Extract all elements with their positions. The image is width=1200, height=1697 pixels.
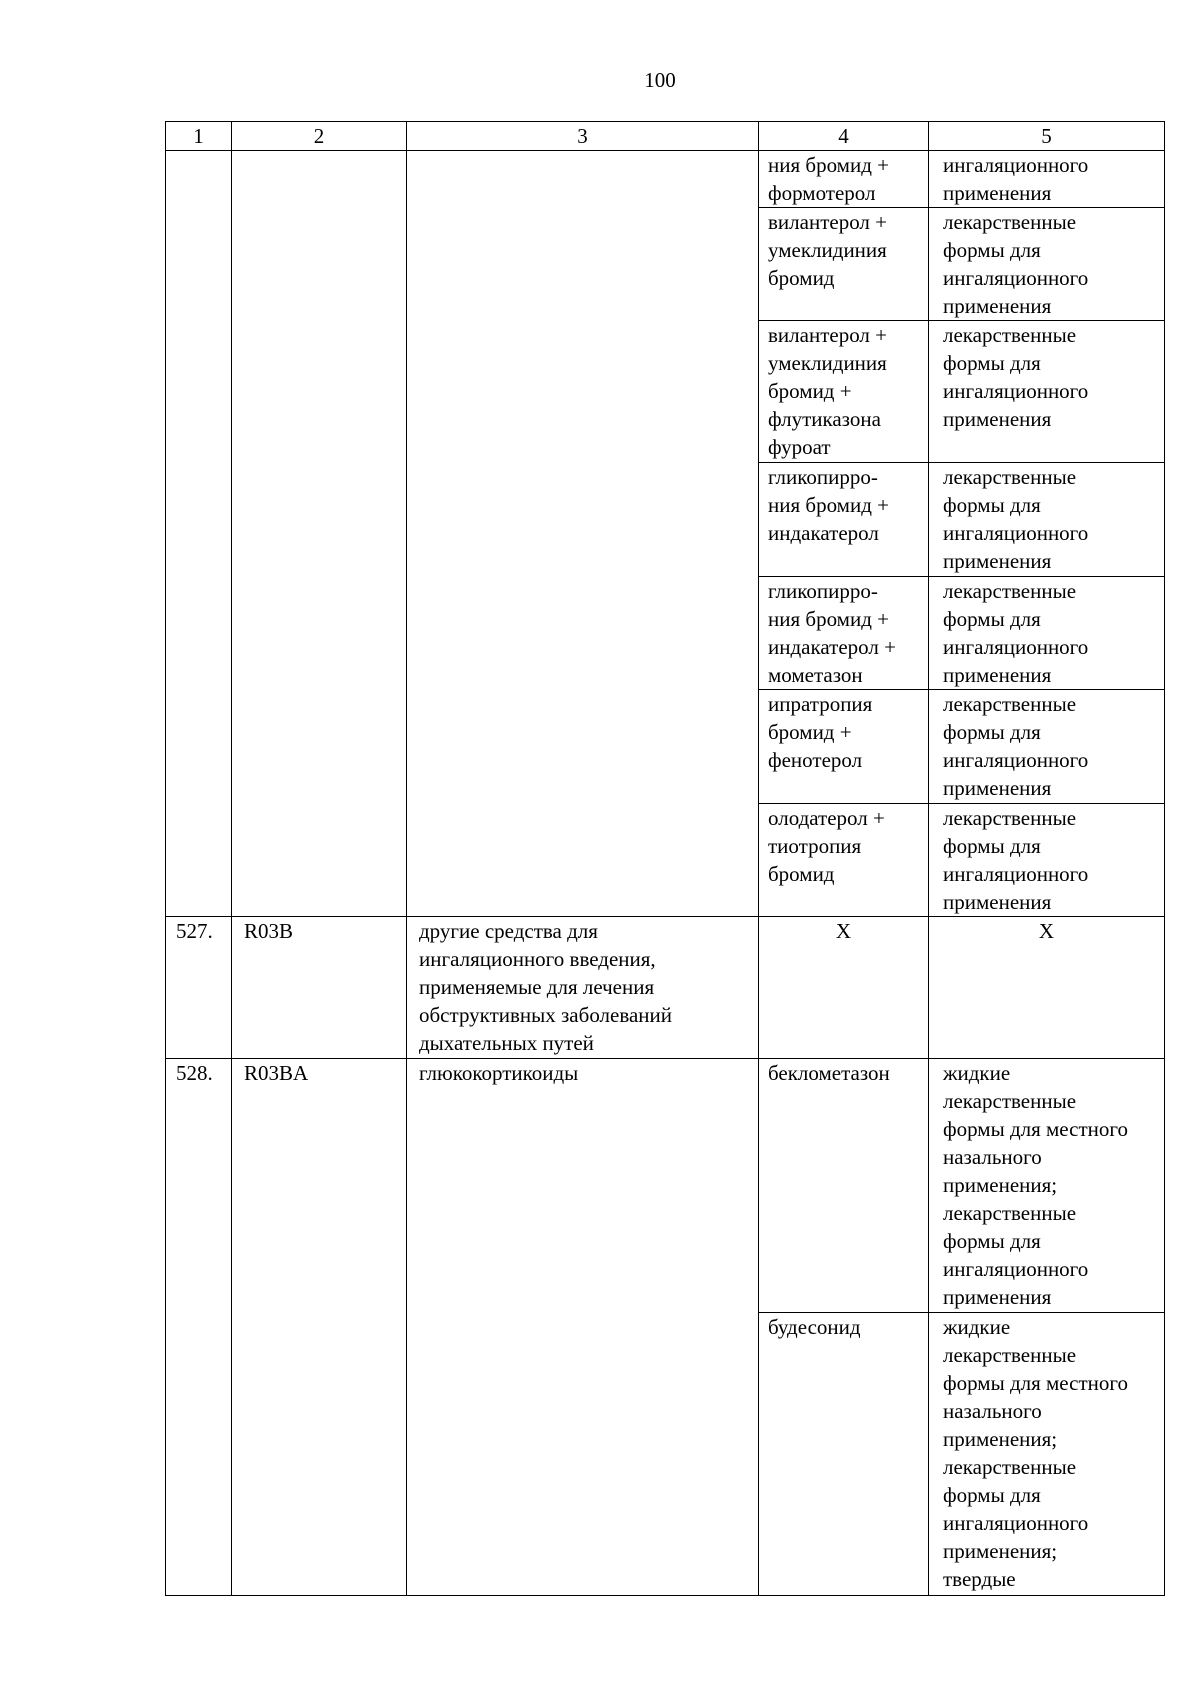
dosage-form-cell: X [929,917,1165,1059]
substance-cell: ния бромид + формотерол [759,151,929,208]
row-number: 528. [166,1059,232,1596]
page-number: 100 [644,68,676,92]
table-row [166,917,1165,1059]
substance-cell: ипратропия бромид + фенотерол [759,690,929,804]
row-number: 527. [166,917,232,1059]
column-header: 3 [407,122,759,151]
substance-cell: гликопирро- ния бромид + индакатерол + мометазон [759,577,929,690]
atc-code: R03B [232,917,407,1059]
substance-cell: будесонид [759,1313,929,1596]
dosage-form-cell: лекарственные формы для ингаляционного применения [929,321,1165,463]
dosage-form-cell: лекарственные формы для ингаляционного применения [929,463,1165,577]
substance-cell: вилантерол + умеклидиния бромид [759,208,929,321]
table-row [166,1059,1165,1313]
group-name: глюкокортикоиды [407,1059,759,1596]
column-header: 4 [759,122,929,151]
dosage-form-cell: лекарственные формы для ингаляционного применения [929,804,1165,917]
dosage-form-cell: жидкие лекарственные формы для местного назального применения; лекарственные формы для ингаляционного применения; твердые [929,1313,1165,1596]
group-cell-empty [407,151,759,917]
column-header: 5 [929,122,1165,151]
column-header: 2 [232,122,407,151]
column-header: 1 [166,122,232,151]
substance-cell: вилантерол + умеклидиния бромид + флутиказона фуроат [759,321,929,463]
substance-cell: гликопирро- ния бромид + индакатерол [759,463,929,577]
substance-cell: беклометазон [759,1059,929,1313]
dosage-form-cell: лекарственные формы для ингаляционного применения [929,690,1165,804]
dosage-form-cell: жидкие лекарственные формы для местного назального применения; лекарственные формы для ингаляционного применения [929,1059,1165,1313]
table-header-row [166,122,1165,151]
dosage-form-cell: ингаляционного применения [929,151,1165,208]
substance-cell: олодатерол + тиотропия бромид [759,804,929,917]
dosage-form-cell: лекарственные формы для ингаляционного применения [929,208,1165,321]
drug-table [165,121,1165,1596]
dosage-form-cell: лекарственные формы для ингаляционного применения [929,577,1165,690]
table-row [166,151,1165,208]
group-name: другие средства для ингаляционного введения, применяемые для лечения обструктивных заболеваний дыхательных путей [407,917,759,1059]
atc-code: R03BA [232,1059,407,1596]
number-cell-empty [166,151,232,917]
code-cell-empty [232,151,407,917]
substance-cell: X [759,917,929,1059]
